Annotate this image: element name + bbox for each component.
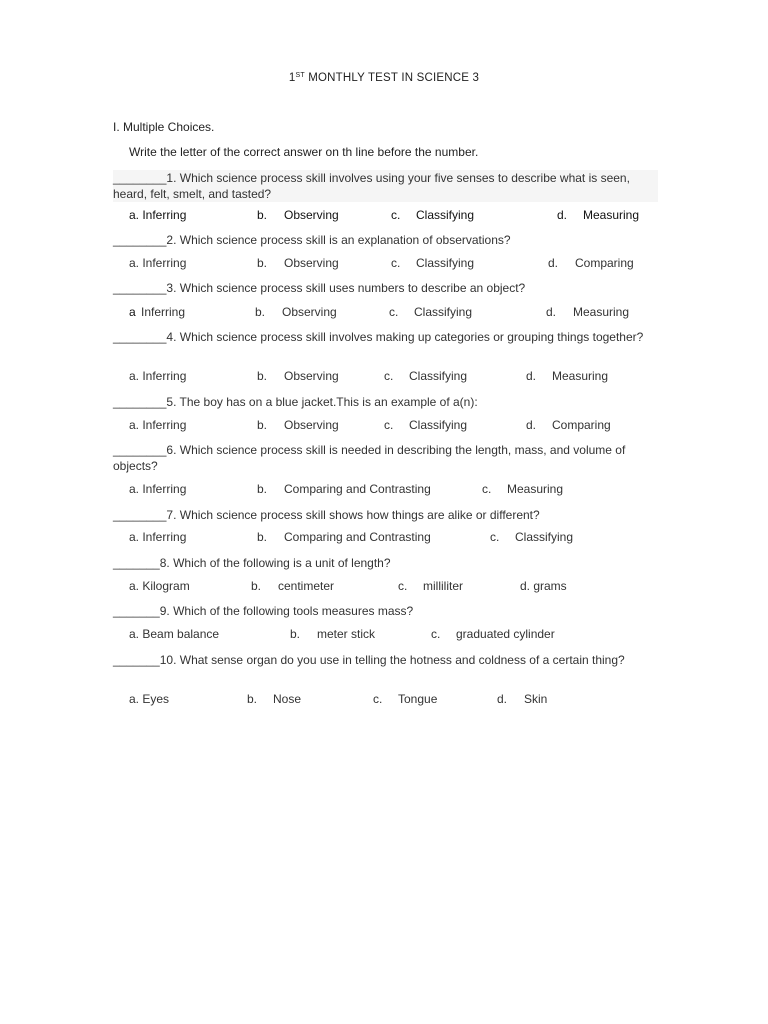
- option-b: Observing: [284, 256, 339, 270]
- option-c-letter: c.: [384, 418, 394, 432]
- option-c: Classifying: [414, 305, 473, 319]
- question-number: 9.: [159, 604, 170, 618]
- option-d: Measuring: [583, 208, 640, 222]
- option-b-letter: b.: [251, 579, 262, 593]
- option-d-letter: d.: [557, 208, 568, 222]
- option-d: Comparing: [552, 418, 611, 432]
- option-a: a. Inferring: [129, 256, 187, 270]
- answer-blank[interactable]: ________: [113, 508, 167, 522]
- option-b-letter: b.: [255, 305, 266, 319]
- option-d-letter: d.: [546, 305, 557, 319]
- answer-blank[interactable]: _______: [113, 653, 160, 667]
- question-number: 8.: [159, 556, 170, 570]
- option-b: Observing: [282, 305, 337, 319]
- page-title: [0, 72, 768, 84]
- instruction-text: Write the letter of the correct answer on th line before the number.: [129, 145, 479, 159]
- question-number: 4.: [166, 330, 177, 344]
- title-superscript: ST: [295, 72, 305, 79]
- question-text: Which of the following is a unit of length?: [169, 556, 391, 570]
- section-heading: I. Multiple Choices.: [113, 120, 215, 134]
- option-b-letter: b.: [257, 369, 268, 383]
- options-row-2: [0, 256, 768, 272]
- question-2: [113, 232, 658, 248]
- option-d-letter: d.: [526, 418, 537, 432]
- option-c-letter: c.: [391, 208, 401, 222]
- option-b: centimeter: [278, 579, 335, 593]
- title-number: 1: [288, 72, 296, 84]
- question-number: 1.: [166, 171, 177, 185]
- question-number: 6.: [166, 443, 177, 457]
- options-row-7: [0, 530, 768, 546]
- option-a: a. Inferring: [129, 418, 187, 432]
- question-text: Which science process skill involves using your five senses to describe what is seen, heard, felt, smelt, and tasted?: [113, 171, 630, 201]
- answer-blank[interactable]: ________: [113, 233, 167, 247]
- question-8: [113, 555, 658, 571]
- options-row-8: [0, 579, 768, 595]
- option-c-letter: c.: [389, 305, 399, 319]
- option-c-letter: c.: [482, 482, 492, 496]
- option-d-letter: d.: [526, 369, 537, 383]
- option-c: Measuring: [507, 482, 564, 496]
- option-c: Classifying: [409, 369, 468, 383]
- title-text: MONTHLY TEST IN SCIENCE 3: [304, 72, 480, 84]
- option-b-letter: b.: [257, 530, 268, 544]
- option-b-letter: b.: [290, 627, 301, 641]
- option-d: Comparing: [575, 256, 634, 270]
- option-c: Tongue: [398, 692, 438, 706]
- answer-blank[interactable]: ________: [113, 281, 167, 295]
- answer-blank[interactable]: ________: [113, 443, 167, 457]
- options-row-6: [0, 482, 768, 498]
- question-text: Which science process skill uses numbers to describe an object?: [176, 281, 526, 295]
- options-row-1: [0, 208, 768, 224]
- option-c: milliliter: [423, 579, 463, 593]
- option-c-letter: c.: [398, 579, 408, 593]
- option-d-letter: d.: [497, 692, 508, 706]
- question-text: Which science process skill is needed in describing the length, mass, and volume of objects?: [113, 443, 626, 473]
- option-b-letter: b.: [257, 208, 268, 222]
- option-c: Classifying: [409, 418, 468, 432]
- options-row-5: [0, 418, 768, 434]
- option-a: a. Eyes: [129, 692, 170, 706]
- question-3: [113, 280, 658, 296]
- option-a: a. Inferring: [129, 208, 187, 222]
- option-c: Classifying: [416, 208, 475, 222]
- option-a: a. Kilogram: [129, 579, 190, 593]
- option-d: Skin: [524, 692, 548, 706]
- option-b: Comparing and Contrasting: [284, 530, 431, 544]
- option-b-letter: b.: [257, 418, 268, 432]
- option-d-letter: d.: [548, 256, 559, 270]
- question-number: 5.: [166, 395, 177, 409]
- question-text: Which of the following tools measures mass?: [169, 604, 414, 618]
- option-a: a. Beam balance: [129, 627, 220, 641]
- question-number: 10.: [159, 653, 177, 667]
- question-4: [113, 329, 658, 345]
- option-c: Classifying: [416, 256, 475, 270]
- question-7: [113, 507, 658, 523]
- option-c: graduated cylinder: [456, 627, 555, 641]
- question-10: [113, 652, 658, 668]
- option-d: Measuring: [573, 305, 630, 319]
- option-a: Inferring: [141, 305, 186, 319]
- option-a: a. Inferring: [129, 482, 187, 496]
- option-b: Observing: [284, 208, 339, 222]
- option-b: Observing: [284, 369, 339, 383]
- option-b-letter: b.: [247, 692, 258, 706]
- question-text: Which science process skill shows how things are alike or different?: [176, 508, 540, 522]
- answer-blank[interactable]: ________: [113, 330, 167, 344]
- option-a: a. Inferring: [129, 369, 187, 383]
- options-row-4: [0, 369, 768, 385]
- option-c-letter: c.: [490, 530, 500, 544]
- question-number: 7.: [166, 508, 177, 522]
- question-text: What sense organ do you use in telling the hotness and coldness of a certain thing?: [176, 653, 625, 667]
- option-c-letter: c.: [373, 692, 383, 706]
- answer-blank[interactable]: _______: [113, 604, 160, 618]
- option-b: Comparing and Contrasting: [284, 482, 431, 496]
- question-text: Which science process skill involves making up categories or grouping things together?: [176, 330, 644, 344]
- option-a: a. Inferring: [129, 530, 187, 544]
- options-row-9: [0, 627, 768, 643]
- option-b-letter: b.: [257, 256, 268, 270]
- question-5: [113, 394, 658, 410]
- options-row-3: [0, 305, 768, 321]
- option-d: d. grams: [520, 579, 567, 593]
- option-b: Observing: [284, 418, 339, 432]
- option-c-letter: c.: [431, 627, 441, 641]
- option-c-letter: c.: [384, 369, 394, 383]
- option-b-letter: b.: [257, 482, 268, 496]
- options-row-10: [0, 692, 768, 708]
- option-b: meter stick: [317, 627, 376, 641]
- option-c: Classifying: [515, 530, 574, 544]
- question-text: Which science process skill is an explanation of observations?: [176, 233, 511, 247]
- option-d: Measuring: [552, 369, 609, 383]
- question-9: [113, 603, 658, 619]
- question-number: 3.: [166, 281, 177, 295]
- question-6: [113, 442, 658, 474]
- answer-blank[interactable]: _______: [113, 556, 160, 570]
- answer-blank[interactable]: ________: [113, 395, 167, 409]
- question-number: 2.: [166, 233, 177, 247]
- question-1: [113, 170, 658, 202]
- answer-blank[interactable]: ________: [113, 171, 167, 185]
- option-a-letter: a: [129, 305, 136, 319]
- question-text: The boy has on a blue jacket.This is an example of a(n):: [176, 395, 478, 409]
- option-c-letter: c.: [391, 256, 401, 270]
- option-b: Nose: [273, 692, 302, 706]
